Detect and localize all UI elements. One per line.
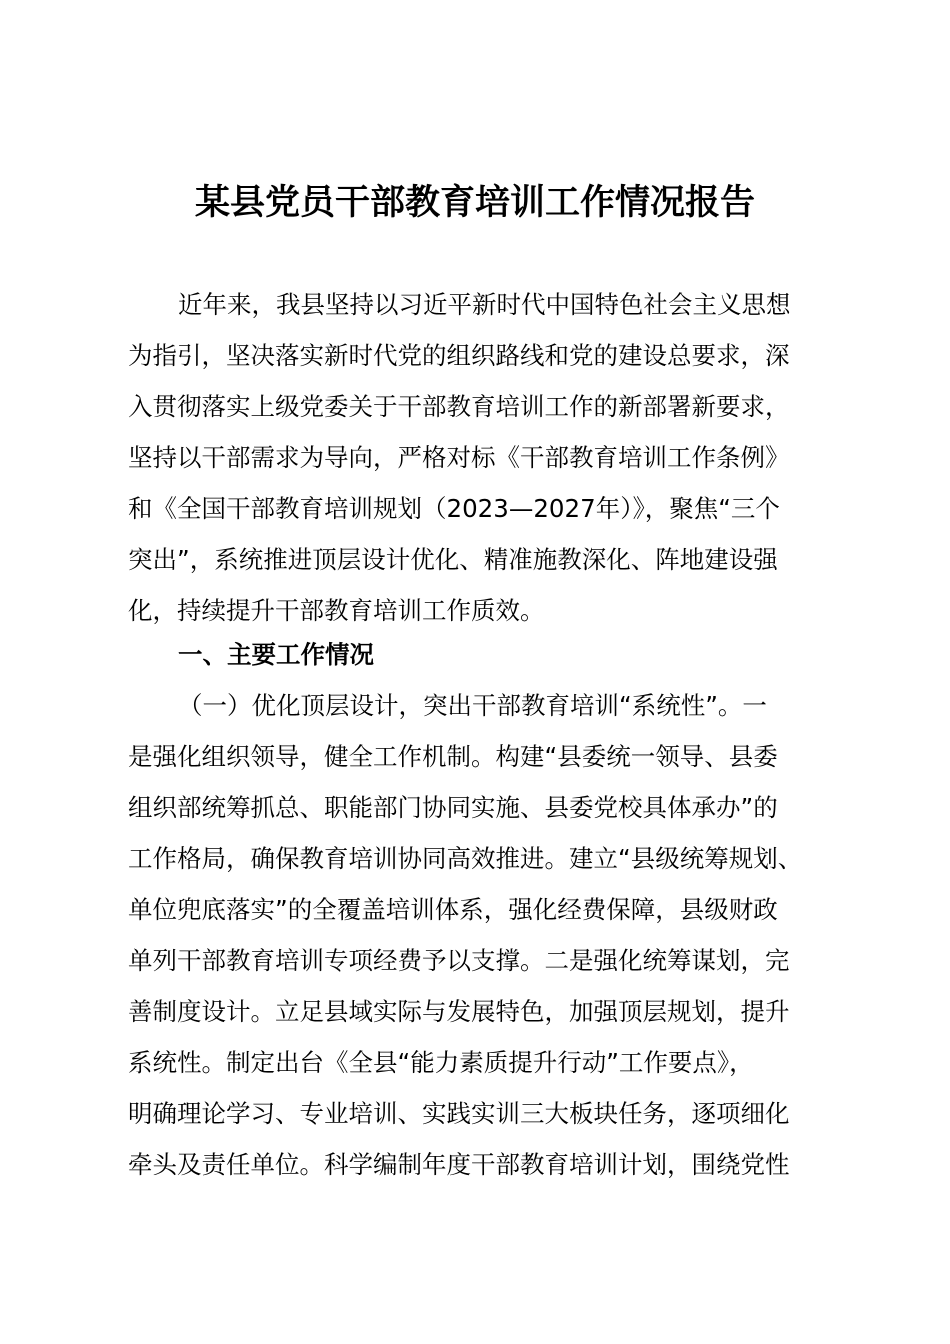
paragraph-line: 单位兜底落实”的全覆盖培训体系，强化经费保障，县级财政 [128,895,778,924]
paragraph-line: 明确理论学习、专业培训、实践实训三大板块任务，逐项细化 [128,1099,790,1128]
paragraph-line: 入贯彻落实上级党委关于干部教育培训工作的新部署新要求， [128,392,790,421]
paragraph-line: 化，持续提升干部教育培训工作质效。 [128,596,545,625]
paragraph-line: 为指引，坚决落实新时代党的组织路线和党的建设总要求，深 [128,341,790,370]
document-title: 某县党员干部教育培训工作情况报告 [194,182,755,223]
paragraph-line: 牵头及责任单位。科学编制年度干部教育培训计划，围绕党性 [128,1150,790,1179]
paragraph-line: 组织部统筹抓总、职能部门协同实施、县委党校具体承办”的 [128,793,778,822]
paragraph-line: 近年来，我县坚持以习近平新时代中国特色社会主义思想 [178,290,791,319]
paragraph-line: 工作格局，确保教育培训协同高效推进。建立“县级统筹规划、 [128,844,803,873]
paragraph-line: （一）优化顶层设计，突出干部教育培训“系统性”。一 [178,691,767,720]
section-heading: 一、主要工作情况 [178,640,374,669]
paragraph-line: 是强化组织领导，健全工作机制。构建“县委统一领导、县委 [128,742,778,771]
paragraph-line: 坚持以干部需求为导向，严格对标《干部教育培训工作条例》 [128,443,790,472]
paragraph-line: 系统性。制定出台《全县“能力素质提升行动”工作要点》， [128,1048,754,1077]
paragraph-line: 单列干部教育培训专项经费予以支撑。二是强化统筹谋划，完 [128,946,790,975]
paragraph-line: 突出”，系统推进顶层设计优化、精准施教深化、阵地建设强 [128,545,778,574]
paragraph-line: 善制度设计。立足县域实际与发展特色，加强顶层规划，提升 [128,997,790,1026]
paragraph-line: 和《全国干部教育培训规划（2023—2027年）》，聚焦“三个 [128,494,780,523]
